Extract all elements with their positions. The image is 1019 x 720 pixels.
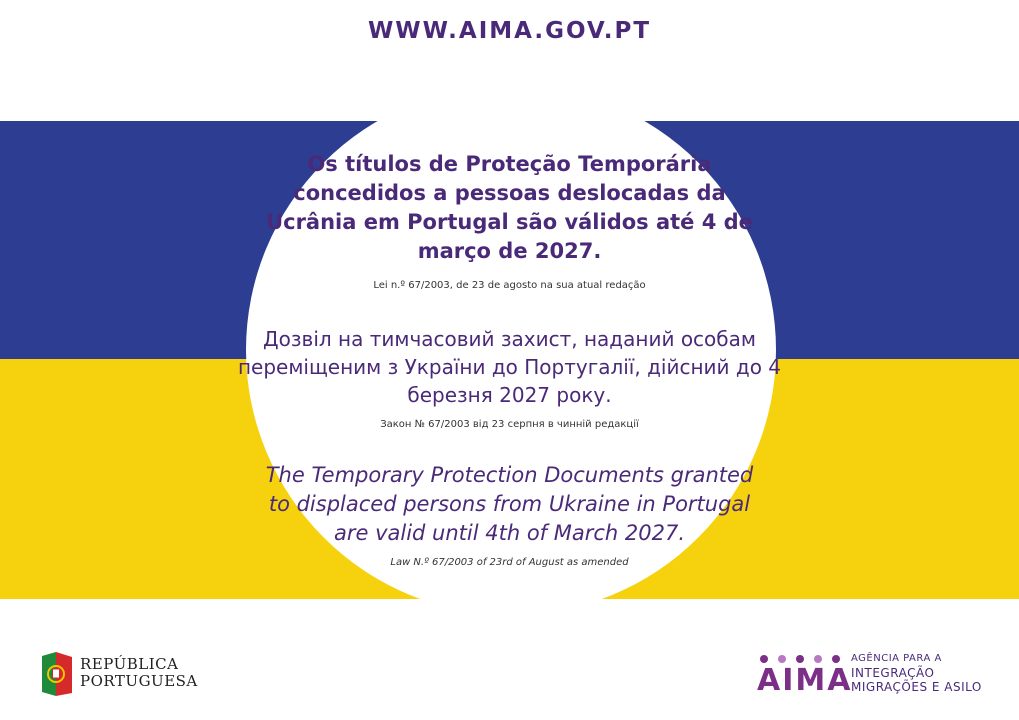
- aima-agency-name: AGÊNCIA PARA A INTEGRAÇÃO MIGRAÇÕES E ASILO: [851, 653, 982, 694]
- republica-portuguesa-text: REPÚBLICA PORTUGUESA: [80, 655, 198, 690]
- ukrainian-notice: Дозвіл на тимчасовий захист, наданий особам переміщеним з України до Португалії, дійсний до 4 березня 2027 року.: [237, 327, 782, 407]
- english-law-reference: Law N.º 67/2003 of 23rd of August as amended: [390, 557, 629, 568]
- website-url[interactable]: WWW.AIMA.GOV.PT: [367, 18, 652, 44]
- aima-wordmark: AIMA: [757, 663, 853, 698]
- republica-portuguesa-logo: [38, 650, 208, 698]
- ukrainian-law-reference: Закон № 67/2003 від 23 серпня в чинній редакції: [380, 419, 639, 430]
- portugal-flag-icon: [38, 650, 74, 698]
- aima-logo: [757, 652, 987, 698]
- portuguese-notice: Os títulos de Proteção Temporária concedidos a pessoas deslocadas da Ucrânia em Portugal são válidos até 4 de março de 2027.: [266, 152, 753, 263]
- english-notice: The Temporary Protection Documents granted to displaced persons from Ukraine in Portugal are valid until 4th of March 2027.: [265, 463, 754, 545]
- portuguese-law-reference: Lei n.º 67/2003, de 23 de agosto na sua atual redação: [373, 280, 646, 291]
